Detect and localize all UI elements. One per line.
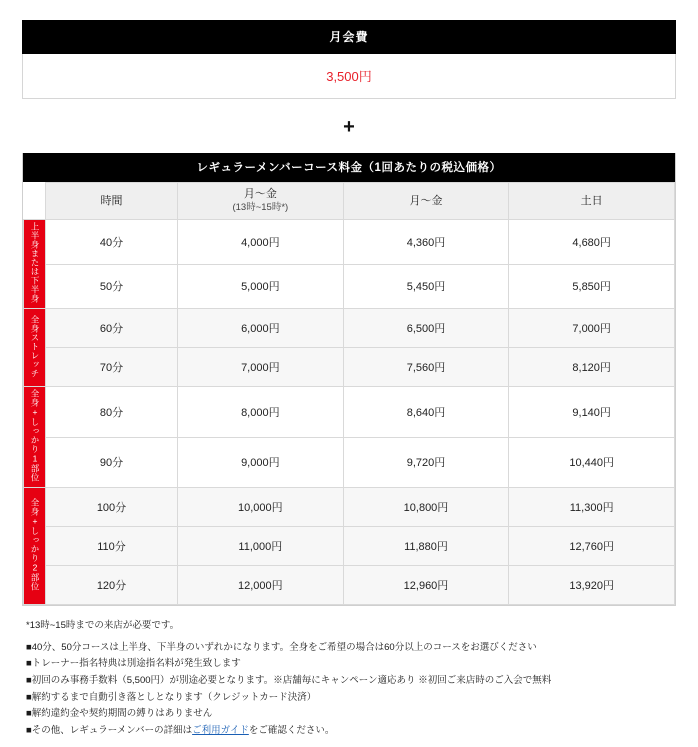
cell-weekday: 9,720円 <box>343 437 509 488</box>
cell-weekday: 10,800円 <box>343 488 509 527</box>
cell-time: 60分 <box>46 309 178 348</box>
cell-weekend: 9,140円 <box>509 387 675 438</box>
table-row <box>24 309 675 348</box>
cell-weekend: 5,850円 <box>509 264 675 309</box>
cell-time: 70分 <box>46 348 178 387</box>
table-row <box>24 527 675 566</box>
table-row <box>24 348 675 387</box>
cell-weekday-offpeak: 4,000円 <box>178 220 344 265</box>
cell-weekend: 4,680円 <box>509 220 675 265</box>
col-header-time: 時間 <box>46 183 178 220</box>
cell-weekday: 11,880円 <box>343 527 509 566</box>
col-header-weekend: 土日 <box>509 183 675 220</box>
cell-weekend: 12,760円 <box>509 527 675 566</box>
corner-spacer <box>24 183 46 220</box>
cell-weekday-offpeak: 6,000円 <box>178 309 344 348</box>
note-line-1: ■40分、50分コースは上半身、下半身のいずれかになります。全身をご希望の場合は60分以上のコースをお選びください <box>26 641 537 653</box>
cell-weekday-offpeak: 5,000円 <box>178 264 344 309</box>
cell-weekday: 7,560円 <box>343 348 509 387</box>
table-row <box>24 437 675 488</box>
cell-time: 110分 <box>46 527 178 566</box>
cell-weekend: 7,000円 <box>509 309 675 348</box>
course-table-head <box>24 183 675 220</box>
cell-weekday-offpeak: 12,000円 <box>178 566 344 605</box>
note-line-5: ■解約違約金や契約期間の縛りはありません <box>26 708 213 720</box>
side-label-upper-lower-body: 上半身または下半身 <box>24 220 46 309</box>
cell-time: 120分 <box>46 566 178 605</box>
cell-time: 50分 <box>46 264 178 309</box>
cell-weekend: 10,440円 <box>509 437 675 488</box>
note-line-3: ■初回のみ事務手数料（5,500円）が別途必要となります。※店舗毎にキャンペーン適応あり ※初回ご来店時のご入会で無料 <box>26 674 552 686</box>
table-row <box>24 387 675 438</box>
cell-weekday-offpeak: 10,000円 <box>178 488 344 527</box>
side-label-full-body-stretch: 全身ストレッチ <box>24 309 46 387</box>
table-row <box>24 264 675 309</box>
table-row <box>24 566 675 605</box>
course-price-section <box>22 153 676 606</box>
plus-separator: + <box>343 116 355 138</box>
cell-weekday: 4,360円 <box>343 220 509 265</box>
cell-weekend: 11,300円 <box>509 488 675 527</box>
note-line-6 <box>26 723 674 740</box>
cell-weekday-offpeak: 9,000円 <box>178 437 344 488</box>
table-row <box>24 488 675 527</box>
note-line-2: ■トレーナー指名特典は別途指名料が発生致します <box>26 658 241 670</box>
note-prefix: ■その他、レギュラーメンバーの詳細は <box>26 724 193 736</box>
cell-time: 100分 <box>46 488 178 527</box>
col-header-weekday: 月〜金 <box>343 183 509 220</box>
table-row <box>24 220 675 265</box>
col-header-weekday-offpeak: 月〜金 (13時~15時*) <box>178 183 344 220</box>
course-price-table <box>23 182 675 605</box>
cell-weekday: 8,640円 <box>343 387 509 438</box>
cell-time: 80分 <box>46 387 178 438</box>
usage-guide-link[interactable]: ご利用ガイド <box>192 724 249 736</box>
cell-weekend: 13,920円 <box>509 566 675 605</box>
cell-weekend: 8,120円 <box>509 348 675 387</box>
monthly-fee-amount: 3,500円 <box>23 54 676 99</box>
side-label-full-body-two-parts: 全身+しっかり2部位 <box>24 488 46 605</box>
course-table-body <box>24 220 675 605</box>
notes-section <box>22 606 676 739</box>
cell-weekday: 12,960円 <box>343 566 509 605</box>
note-suffix: をご確認ください。 <box>248 724 335 736</box>
note-line-4: ■解約するまで自動引き落としとなります（クレジットカード決済） <box>26 691 317 703</box>
cell-weekday-offpeak: 7,000円 <box>178 348 344 387</box>
cell-time: 90分 <box>46 437 178 488</box>
monthly-fee-header: 月会費 <box>23 21 676 54</box>
cell-weekday-offpeak: 11,000円 <box>178 527 344 566</box>
cell-weekday: 5,450円 <box>343 264 509 309</box>
note-asterisk: *13時~15時までの来店が必要です。 <box>26 620 180 631</box>
side-label-full-body-one-part: 全身+しっかり1部位 <box>24 387 46 488</box>
monthly-fee-table <box>22 20 676 99</box>
cell-weekday: 6,500円 <box>343 309 509 348</box>
cell-time: 40分 <box>46 220 178 265</box>
course-price-title: レギュラーメンバーコース料金（1回あたりの税込価格） <box>23 153 675 182</box>
cell-weekday-offpeak: 8,000円 <box>178 387 344 438</box>
